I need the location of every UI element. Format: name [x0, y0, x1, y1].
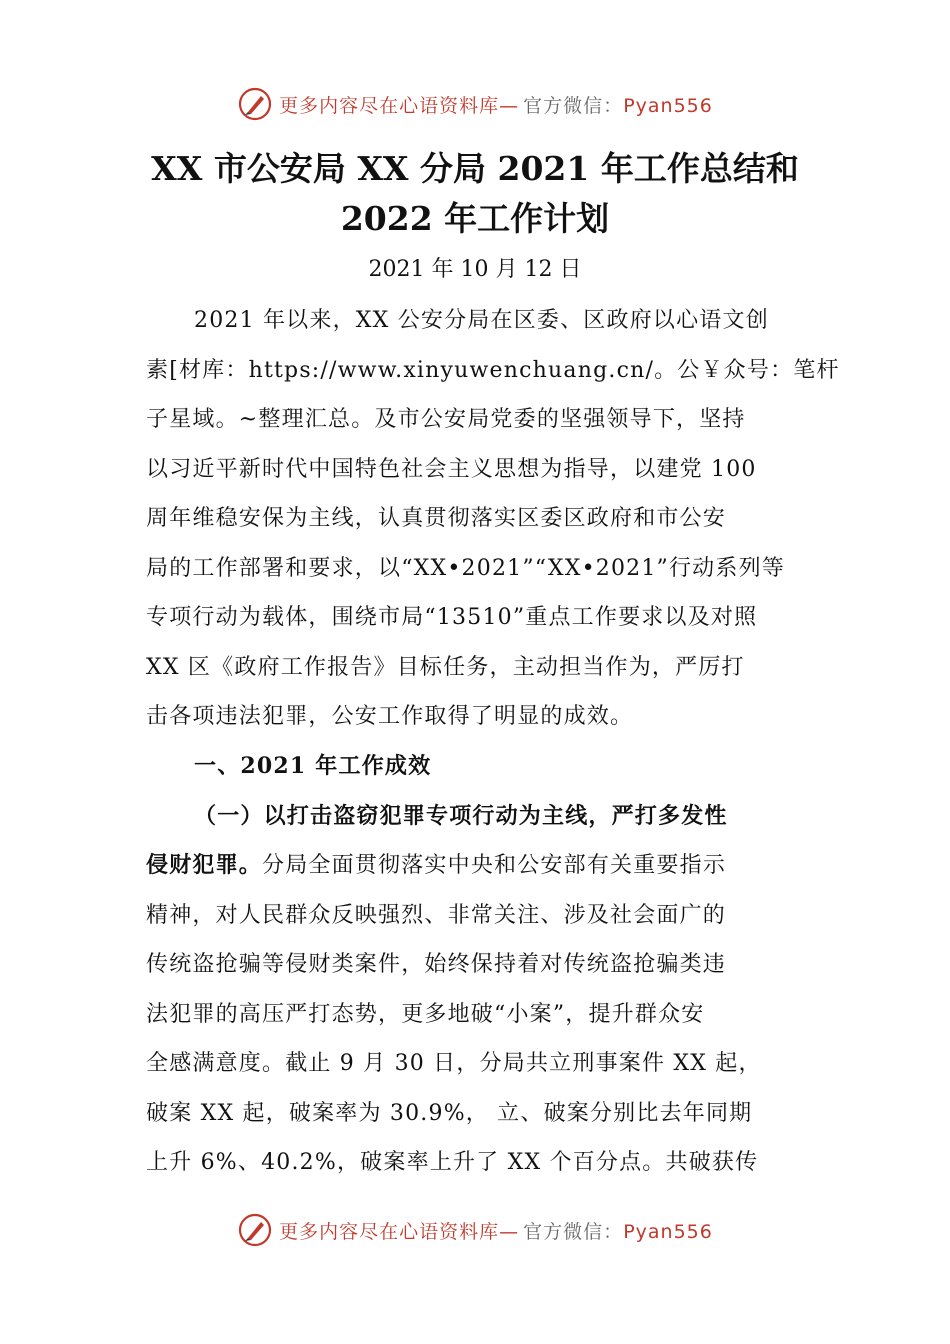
paragraph-line: 素[材库：https://www.xinyuwenchuang.cn/。公￥众号：笔杆 [146, 357, 840, 383]
banner-separator: — [499, 1220, 520, 1243]
banner-brand: 更多内容尽在心语资料库 [279, 1220, 500, 1243]
paragraph-line: 击各项违法犯罪，公安工作取得了明显的成效。 [146, 704, 634, 729]
pen-logo-icon [237, 1212, 273, 1248]
paragraph-line: 上升 6%、40.2%，破案率上升了 XX 个百分点。共破获传 [146, 1150, 759, 1175]
banner-wechat-id: Pyan556 [623, 1220, 713, 1243]
paragraph-line: 精神，对人民群众反映强烈、非常关注、涉及社会面广的 [146, 902, 727, 928]
subsection-heading-tail: 侵财犯罪。 [146, 852, 263, 878]
footer-banner [0, 1210, 950, 1250]
document-date: 2021 年 10 月 12 日 [368, 257, 582, 282]
banner-wechat-label: 官方微信： [523, 1220, 624, 1243]
paragraph-line: 以习近平新时代中国特色社会主义思想为指导，以建党 100 [146, 456, 757, 482]
paragraph-line: 子星域。~整理汇总。及市公安局党委的坚强领导下，坚持 [146, 407, 746, 432]
paragraph-line: 法犯罪的高压严打态势，更多地破“小案”，提升群众安 [146, 1001, 705, 1027]
paragraph-line: 破案 XX 起，破案率为 30.9%， 立、破案分别比去年同期 [146, 1100, 753, 1126]
banner-separator: — [499, 94, 520, 117]
paragraph-line: 局的工作部署和要求，以“XX•2021”“XX•2021”行动系列等 [146, 555, 785, 581]
paragraph-line: 专项行动为载体，围绕市局“13510”重点工作要求以及对照 [146, 605, 758, 630]
pen-logo-icon [237, 86, 273, 122]
paragraph-line: XX 区《政府工作报告》目标任务，主动担当作为，严厉打 [146, 654, 745, 680]
document-title [0, 144, 950, 244]
paragraph-line: 周年维稳安保为主线，认真贯彻落实区委区政府和市公安 [146, 506, 727, 531]
banner-brand: 更多内容尽在心语资料库 [279, 94, 500, 117]
header-banner [0, 84, 950, 124]
banner-wechat-id: Pyan556 [623, 94, 713, 117]
paragraph-line [146, 841, 806, 891]
section-heading: 一、2021 年工作成效 [194, 753, 432, 779]
title-line-1: XX 市公安局 XX 分局 2021 年工作总结和 [151, 149, 799, 188]
paragraph-line: 全感满意度。截止 9 月 30 日，分局共立刑事案件 XX 起， [146, 1051, 762, 1076]
paragraph-text: 分局全面贯彻落实中央和公安部有关重要指示 [262, 853, 727, 878]
paragraph-line: 2021 年以来，XX 公安分局在区委、区政府以心语文创 [194, 308, 769, 333]
banner-wechat-label: 官方微信： [523, 94, 624, 117]
subsection-heading: （一）以打击盗窃犯罪专项行动为主线，严打多发性 [194, 802, 728, 829]
title-line-2: 2022 年工作计划 [340, 199, 610, 238]
paragraph-line: 传统盗抢骗等侵财类案件，始终保持着对传统盗抢骗类违 [146, 952, 727, 977]
